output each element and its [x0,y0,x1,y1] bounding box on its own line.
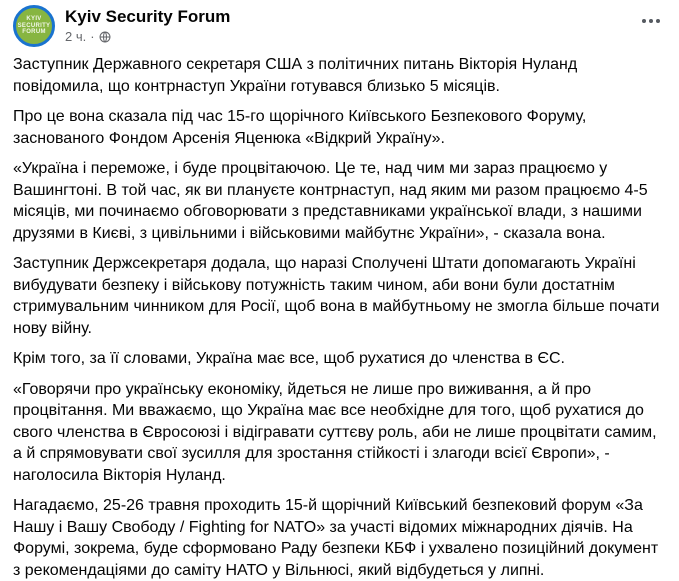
post-header [0,0,679,47]
post-paragraph: Заступник Державного секретаря США з політичних питань Вікторія Нуланд повідомила, що контрнаступ України готувався близько 5 місяців. [13,56,578,95]
page-name-link[interactable]: Kyiv Security Forum [65,7,231,26]
post-timestamp[interactable]: 2 ч. [65,29,87,44]
post-paragraph: «Україна і переможе, і буде процвітаючою. Це те, над чим ми зараз працюємо у Вашингтоні. В той час, як ви плануєте контрнаступ, над яким ми разом працюємо 4-5 місяців, ми починаємо обговорювати з представниками української влади, з нашими друзями в Києві, з цивільними і військовими майбутнє України», - сказала вона. [13,160,648,242]
header-text [65,5,230,45]
page-avatar[interactable] [13,5,55,47]
avatar-logo-text: KYIV [26,16,42,23]
post-paragraph: Крім того, за її словами, Україна має все, щоб рухатися до членства в ЄС. [13,350,565,367]
ellipsis-icon [642,19,646,23]
post-paragraph: «Говорячи про українську економіку, йдеться не лише про виживання, а й про процвітання. Ми вважаємо, що Україна має все необхідне для того, щоб рухатися до свого членства в Євросоюзі і відігравати суттєву роль, аби не лише процвітати самим, а й спрямовувати свої зусилля для зростання стійкості і злагоди всієї Європи», - наголосила Вікторія Нуланд. [13,380,657,484]
avatar-logo-text: FORUM [22,29,46,36]
ellipsis-icon [656,19,660,23]
post-paragraph: Нагадаємо, 25-26 травня проходить 15-й щорічний Київський безпековий форум «За Нашу і Вашу Свободу / Fighting for NATO» за участі відомих міжнародних діячів. На Форумі, зокрема, буде сформовано Раду безпеки КБФ і ухвалено позиційний документ з рекомендаціями до саміту НАТО у Вільнюсі, який відбудеться у липні. [13,497,659,579]
post-content [0,47,679,581]
globe-privacy-icon [99,31,111,43]
ellipsis-icon [649,19,653,23]
more-options-button[interactable] [640,13,662,29]
meta-separator: · [90,29,95,44]
post-paragraph: Заступник Держсекретаря додала, що наразі Сполучені Штати допомагають Україні вибудувати безпеку і військову потужність таким чином, аби вони були достатнім стримувальним чинником для Росії, щоб вона в майбутньому не змогла більше почати нову війну. [13,255,660,337]
avatar-logo-text: SECURITY [17,22,51,29]
post-meta [65,29,230,45]
post-paragraph: Про це вона сказала під час 15-го щорічного Київського Безпекового Форуму, заснованого Фондом Арсенія Яценюка «Відкрий Україну». [13,108,587,147]
